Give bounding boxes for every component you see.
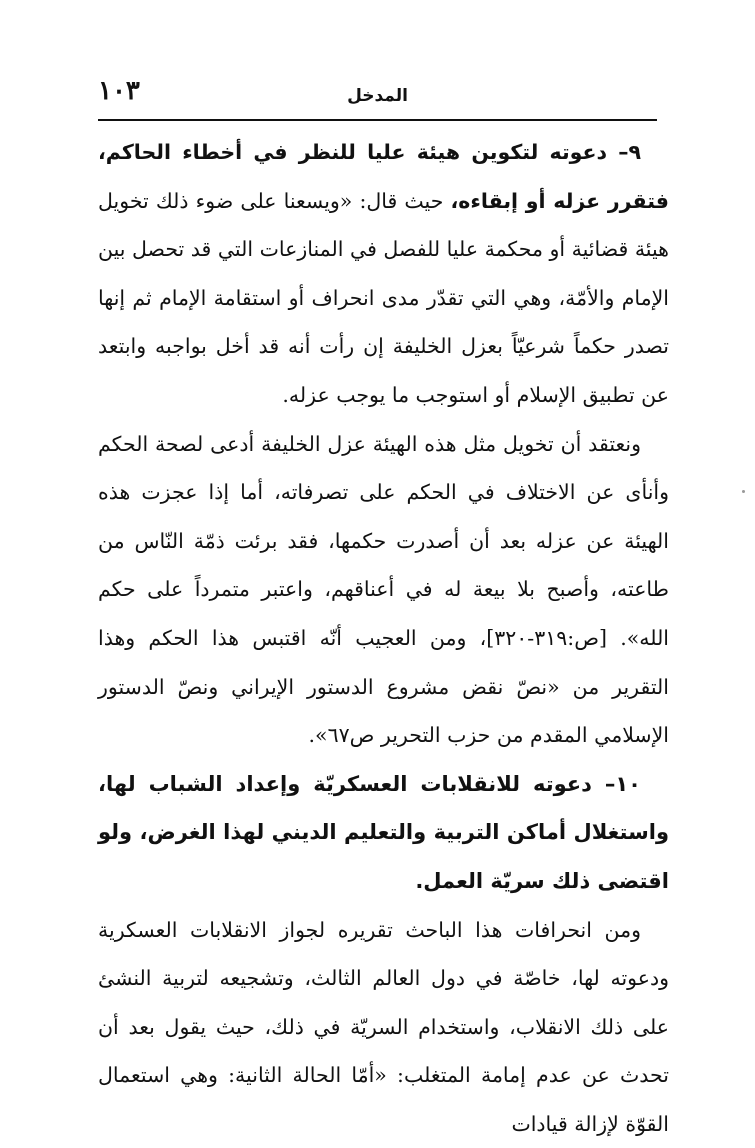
header-divider [98, 119, 657, 121]
item-10-heading: ١٠– دعوته للانقلابات العسكريّة وإعداد الشباب لها، واستغلال أماكن التربية والتعليم الديني لهذا الغرض، ولو اقتضى ذلك سريّة العمل. [98, 760, 669, 906]
paragraph-3: ومن انحرافات هذا الباحث تقريره لجواز الانقلابات العسكرية ودعوته لها، خاصّة في دول العالم الثالث، وتشجيعه لتربية النشئ على ذلك الانقلاب، واستخدام السريّة في ذلك، حيث يقول بعد أن تحدث عن عدم إمامة المتغلب: «أمّا الحالة الثانية: وهي استعمال القوّة لإزالة قيادات [98, 906, 669, 1148]
body-text [98, 128, 669, 1148]
paragraph-2: ونعتقد أن تخويل مثل هذه الهيئة عزل الخليفة أدعى لصحة الحكم وأنأى عن الاختلاف في الحكم على تصرفاته، أما إذا عجزت هذه الهيئة عن عزله بعد أن أصدرت حكمها، فقد برئت ذمّة النّاس من طاعته، وأصبح بلا بيعة له في أعناقهم، واعتبر متمرداً على حكم الله». [ص:٣١٩-٣٢٠]، ومن العجيب أنّه اقتبس هذا الحكم وهذا التقرير من «نصّ نقض مشروع الدستور الإيراني ونصّ الدستور الإسلامي المقدم من حزب التحرير ص٦٧». [98, 420, 669, 760]
item-9-paragraph [98, 128, 669, 420]
item-9-heading: ٩– دعوته لتكوين هيئة عليا للنظر في أخطاء الحاكم، فتقرر عزله أو إبقاءه، [98, 140, 669, 213]
page-number: ١٠٣ [98, 76, 140, 106]
item-9-text: حيث قال: «ويسعنا على ضوء ذلك تخويل هيئة قضائية أو محكمة عليا للفصل في المنازعات التي قد تحصل بين الإمام والأمّة، وهي التي تقدّر مدى انحراف أو استقامة الإمام ثم إنها تصدر حكماً شرعيّاً بعزل الخليفة إن رأت أنه قد أخل بواجبه وابتعد عن تطبيق الإسلام أو استوجب ما يوجب عزله. [98, 189, 669, 407]
page-header [98, 72, 657, 112]
running-title: المدخل [98, 86, 657, 106]
margin-speck [742, 490, 745, 493]
